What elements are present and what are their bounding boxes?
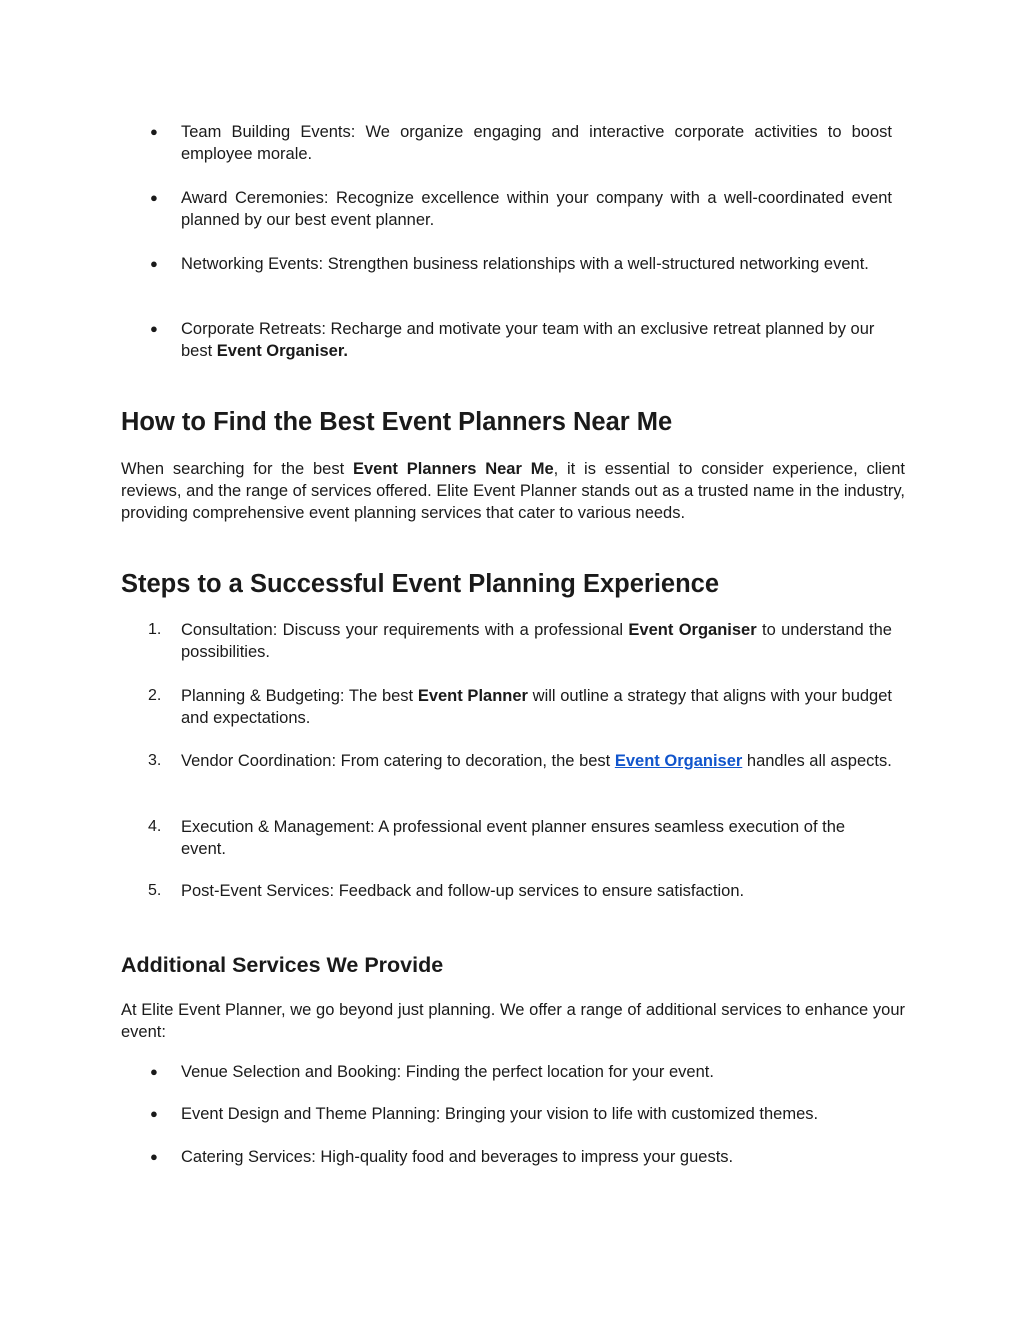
step-bold: Event Organiser — [628, 621, 757, 639]
heading-additional-services: Additional Services We Provide — [121, 953, 444, 977]
step-bold: Event Planner — [417, 687, 528, 705]
step-number: 3. — [148, 752, 162, 769]
item-label: Networking Events: — [181, 255, 324, 273]
step-text: will outline a strategy that aligns with your budget and expectations. — [181, 687, 892, 727]
step-number: 5. — [148, 882, 162, 899]
bullet-icon: ● — [150, 1064, 158, 1079]
paragraph-find-planners — [121, 458, 905, 524]
heading-find-planners: How to Find the Best Event Planners Near Me — [121, 408, 673, 436]
item-text: Strengthen business relationships with a well-structured networking event. — [327, 255, 869, 273]
heading-steps: Steps to a Successful Event Planning Experience — [121, 570, 720, 598]
item-label: Award Ceremonies: — [181, 189, 329, 207]
step-number: 4. — [148, 818, 162, 835]
paragraph-additional-intro: At Elite Event Planner, we go beyond just planning. We offer a range of additional services to enhance your event: — [121, 1001, 905, 1041]
step-number: 1. — [148, 621, 162, 638]
step-text: Planning & Budgeting: The best — [181, 687, 414, 705]
step-text: Vendor Coordination: From catering to decoration, the best — [181, 752, 611, 770]
item-label: Team Building Events: — [181, 123, 356, 141]
bullet-icon: ● — [150, 124, 158, 139]
step-text: to understand the possibilities. — [181, 621, 892, 661]
item-text: We organize engaging and interactive corporate activities to boost employee morale. — [181, 123, 892, 163]
bullet-icon: ● — [150, 190, 158, 205]
event-organiser-link[interactable]: Event Organiser — [614, 752, 743, 770]
bullet-icon: ● — [150, 1106, 158, 1121]
para-bold: Event Planners Near Me — [353, 460, 554, 478]
bullet-icon: ● — [150, 1149, 158, 1164]
step-text: handles all aspects. — [746, 752, 892, 770]
item-bold: Event Organiser. — [216, 342, 348, 360]
item-text: Catering Services: High-quality food and beverages to impress your guests. — [181, 1148, 734, 1166]
item-text: Recharge and motivate your team with an exclusive retreat planned by our best — [181, 320, 875, 360]
step-number: 2. — [148, 687, 162, 704]
step-text: Post-Event Services: Feedback and follow-up services to ensure satisfaction. — [181, 882, 745, 900]
item-text: Recognize excellence within your company with a well-coordinated event planned by our best event planner. — [181, 189, 893, 229]
item-text: Venue Selection and Booking: Finding the perfect location for your event. — [181, 1063, 714, 1081]
item-label: Corporate Retreats: — [181, 320, 326, 338]
step-text: Consultation: Discuss your requirements with a professional — [181, 621, 624, 639]
para-text: , it is essential to consider experience, client reviews, and the range of services offered. Elite Event Planner stands out as a trusted name in the industry, providing comprehensive event planning services that cater to various needs. — [121, 460, 905, 522]
bullet-icon: ● — [150, 321, 158, 336]
step-text: Execution & Management: A professional event planner ensures seamless execution of the event. — [181, 818, 846, 858]
item-text: Event Design and Theme Planning: Bringing your vision to life with customized themes. — [181, 1105, 819, 1123]
bullet-icon: ● — [150, 256, 158, 271]
para-text: When searching for the best — [121, 460, 345, 478]
